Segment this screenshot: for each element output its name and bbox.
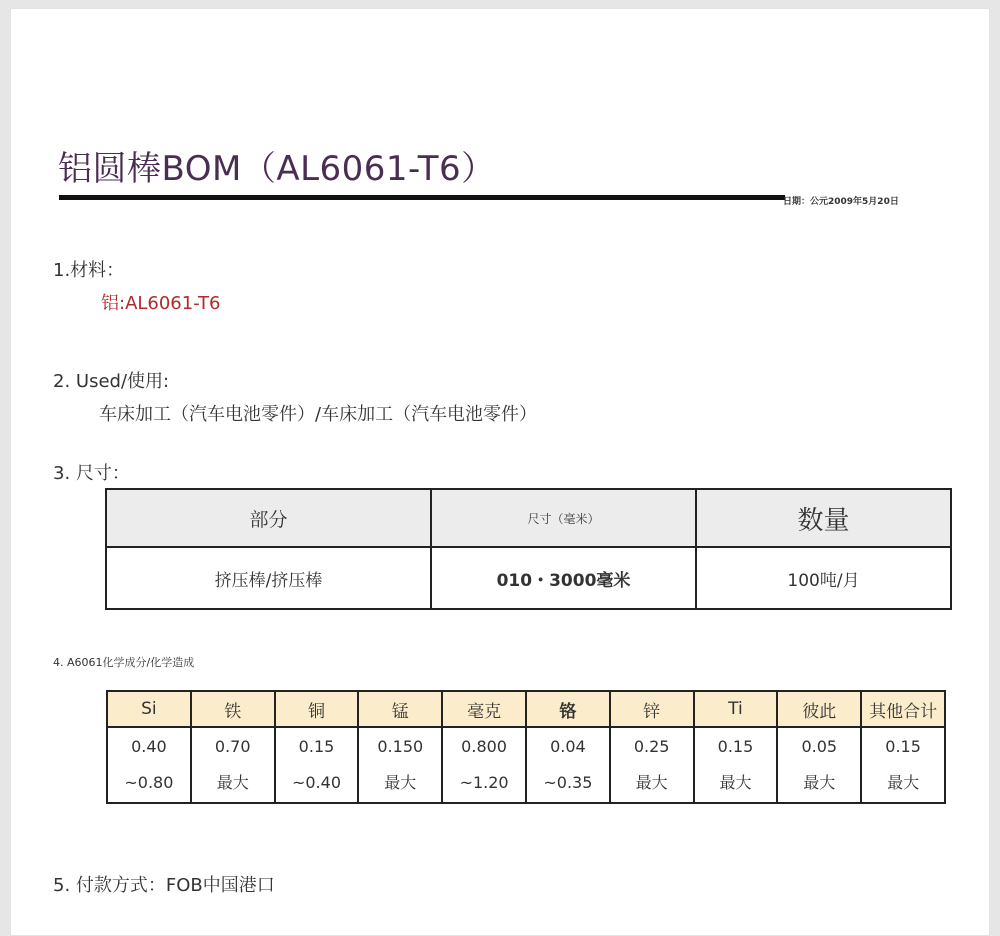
table-row [106,547,951,609]
chem-value-top: 0.04 [550,737,586,756]
chem-header: 锰 [358,691,442,727]
chem-value-top: 0.15 [717,737,754,756]
size-cell-quantity: 100吨/月 [696,547,951,609]
chem-header: 彼此 [777,691,861,727]
size-header-quantity: 数量 [696,489,951,547]
chem-value-bottom: 最大 [803,773,836,792]
chem-value-top: 0.15 [885,737,921,756]
chem-value-bottom: 最大 [719,773,752,792]
size-header-dimension: 尺寸（毫米） [431,489,696,547]
chem-value-top: 0.70 [214,737,251,756]
chem-value-bottom: ~0.40 [291,773,341,792]
chem-header: 其他合计 [861,691,945,727]
table-row [107,727,945,803]
chem-cell [526,727,610,803]
chem-cell [610,727,694,803]
chemistry-table [106,690,946,804]
material-heading: 1.材料： [53,260,125,281]
document-date: 日期：公元2009年5月20日 [783,197,899,207]
chem-header: Si [107,691,191,727]
size-table-header-row [106,489,951,547]
usage-value: 车床加工（汽车电池零件）/车床加工（汽车电池零件） [99,404,538,425]
chem-header: 锌 [610,691,694,727]
chem-value-bottom: 最大 [216,773,249,792]
chem-header: 铬 [526,691,610,727]
chem-value-bottom: 最大 [635,773,668,792]
chem-cell [107,727,191,803]
chem-cell [275,727,359,803]
chem-cell [358,727,442,803]
size-heading: 3. 尺寸： [53,463,130,484]
size-cell-part: 挤压棒/挤压棒 [106,547,431,609]
chem-value-bottom: 最大 [887,773,920,792]
chem-value-top: 0.150 [377,737,424,756]
chem-value-bottom: ~1.20 [459,773,509,792]
chem-value-top: 0.05 [801,737,838,756]
chem-value-bottom: ~0.80 [124,773,174,792]
chem-value-top: 0.40 [131,737,167,756]
chem-value-top: 0.15 [298,737,335,756]
chem-value-top: 0.800 [461,737,507,756]
document-page [10,8,990,936]
payment-heading: 5. 付款方式：FOB中国港口 [53,875,275,896]
chem-value-bottom: ~0.35 [543,773,593,792]
title-divider [59,195,785,200]
usage-heading: 2. Used/使用: [53,371,170,392]
chemistry-heading: 4. A6061化学成分/化学造成 [53,656,195,669]
material-value: 铝:AL6061-T6 [101,293,221,314]
chem-cell [191,727,275,803]
size-header-part: 部分 [106,489,431,547]
chem-header: Ti [694,691,778,727]
chem-cell [442,727,526,803]
size-table [105,488,952,610]
chem-value-bottom: 最大 [384,773,417,792]
chem-cell [777,727,861,803]
chem-cell [694,727,778,803]
page-title: 铝圆棒BOM（AL6061-T6） [58,149,496,189]
chem-cell [861,727,945,803]
size-cell-dimension: 010・3000毫米 [431,547,696,609]
chem-header: 铜 [275,691,359,727]
chem-header: 毫克 [442,691,526,727]
chem-value-top: 0.25 [633,737,670,756]
chemistry-header-row [107,691,945,727]
chem-header: 铁 [191,691,275,727]
